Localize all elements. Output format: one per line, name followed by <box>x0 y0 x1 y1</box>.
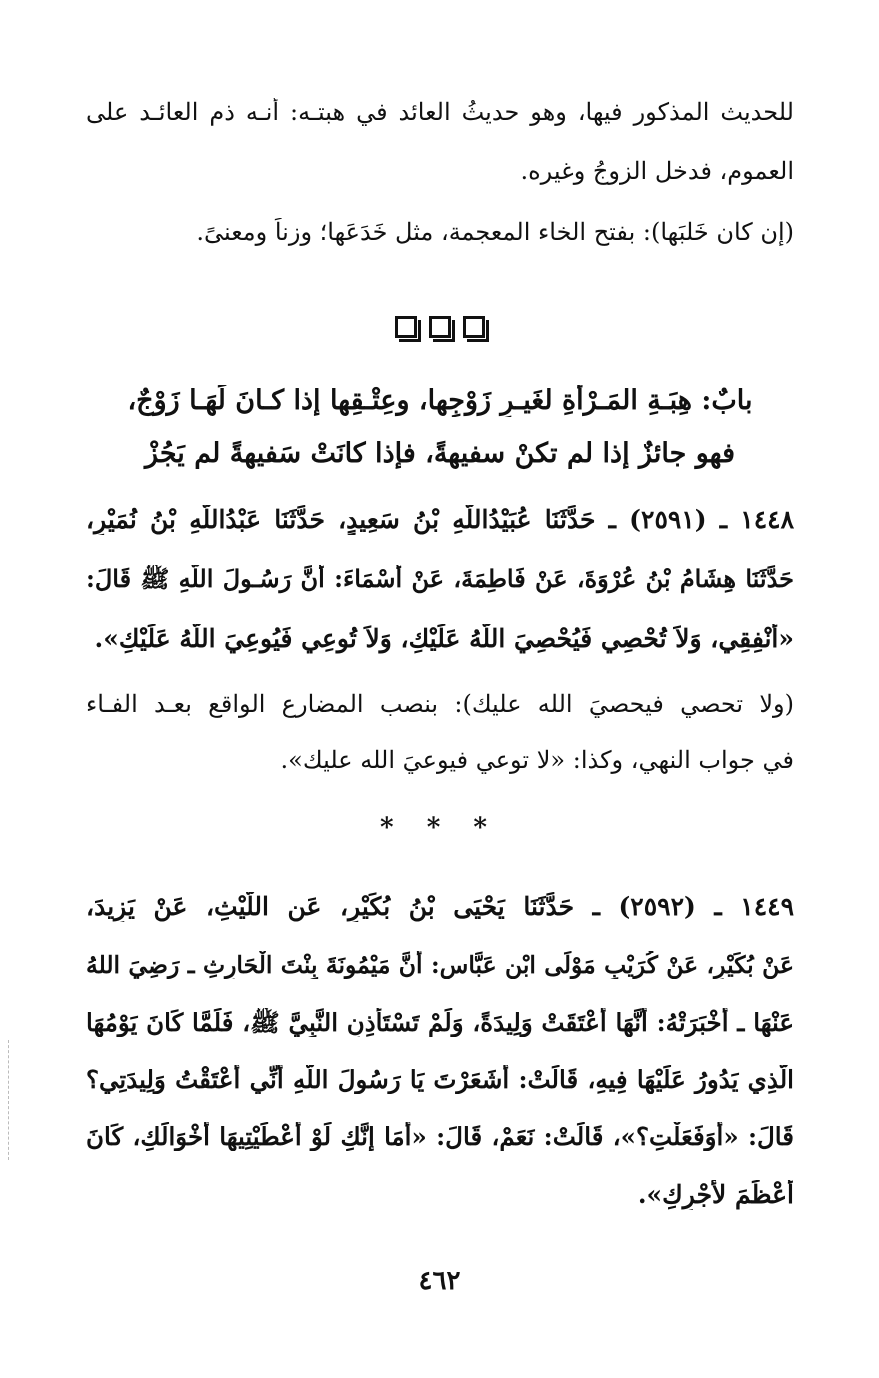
hadith-line: «أَنْفِقِي، وَلاَ تُحْصِي فَيُحْصِيَ اللَّهُ عَلَيْكِ، وَلاَ تُوعِي فَيُوعِيَ اللَّهُ عَلَيْكِ». <box>94 624 794 653</box>
hadith-line: الَّذِي يَدُورُ عَلَيْهَا فِيهِ، قَالَتْ: أَشَعَرْتَ يَا رَسُولَ اللَّهِ أَنِّي أَعْتَقْتُ وَلِيدَتِي؟ <box>86 1065 794 1094</box>
hadith-line: قَالَ: «أَوَفَعَلْتِ؟»، قَالَتْ: نَعَمْ، قَالَ: «أَمَا إِنَّكِ لَوْ أَعْطَيْتِيهَا أَخْوَالَكِ، كَانَ <box>86 1122 794 1151</box>
text-line: (إن كان خَلبَها): بفتح الخاء المعجمة، مثل خَدَعَها؛ وزناً ومعنىً. <box>196 218 794 246</box>
square-ornament-icon <box>429 316 451 338</box>
chapter-heading-line: بابٌ: هِبَـةِ المَـرْأَةِ لغَيـرِ زَوْجِها، وعِتْـقِها إذا كـانَ لَهَـا زَوْجٌ، <box>127 385 753 416</box>
page-number: ٤٦٢ <box>418 1266 461 1296</box>
stars-divider: * * * <box>380 813 499 843</box>
square-ornament-icon <box>463 316 485 338</box>
chapter-heading-line: فهو جائزٌ إذا لم تكنْ سفيهةً، فإذا كانَتْ سَفيهةً لم يَجُزْ <box>144 438 736 469</box>
commentary-line: في جواب النهي، وكذا: «لا توعي فيوعيَ الله عليك». <box>280 746 794 774</box>
commentary-line: (ولا تحصي فيحصيَ الله عليك): بنصب المضارع الواقع بعـد الفـاء <box>86 690 794 718</box>
text-line: العموم، فدخل الزوجُ وغيره. <box>520 157 794 185</box>
hadith-line: حَدَّثَنَا هِشَامُ بْنُ عُرْوَةَ، عَنْ فَاطِمَةَ، عَنْ أَسْمَاءَ: أَنَّ رَسُـولَ اللَّهِ ﷺ قَالَ: <box>86 565 794 593</box>
hadith-line: ١٤٤٨ ـ (٢٥٩١) ـ حَدَّثَنَا عُبَيْدُاللَّهِ بْنُ سَعِيدٍ، حَدَّثَنَا عَبْدُاللَّهِ بْنُ نُمَيْرٍ، <box>86 505 794 534</box>
hadith-line: أَعْظَمَ لأَجْرِكِ». <box>637 1180 794 1209</box>
square-ornament-icon <box>395 316 417 338</box>
margin-marks <box>8 1040 11 1160</box>
hadith-line: ١٤٤٩ ـ (٢٥٩٢) ـ حَدَّثَنَا يَحْيَى بْنُ بُكَيْرٍ، عَنِ اللَّيْثِ، عَنْ يَزِيدَ، <box>86 892 794 921</box>
hadith-line: عَنْهَا ـ أَخْبَرَتْهُ: أَنَّهَا أَعْتَقَتْ وَلِيدَةً، وَلَمْ تَسْتَأْذِنِ النَّبِيَّ ﷺ، فَلَمَّا كَانَ يَوْمُهَا <box>86 1008 794 1037</box>
hadith-line: عَنْ بُكَيْرٍ، عَنْ كُرَيْبٍ مَوْلَى ابْنِ عَبَّاسٍ: أَنَّ مَيْمُونَةَ بِنْتَ الْحَارِثِ ـ رَضِيَ اللهُ <box>86 951 794 979</box>
section-divider <box>0 316 879 338</box>
text-line: للحديث المذكور فيها، وهو حديثُ العائد في هبتـه: أنـه ذم العائـد على <box>86 98 794 126</box>
